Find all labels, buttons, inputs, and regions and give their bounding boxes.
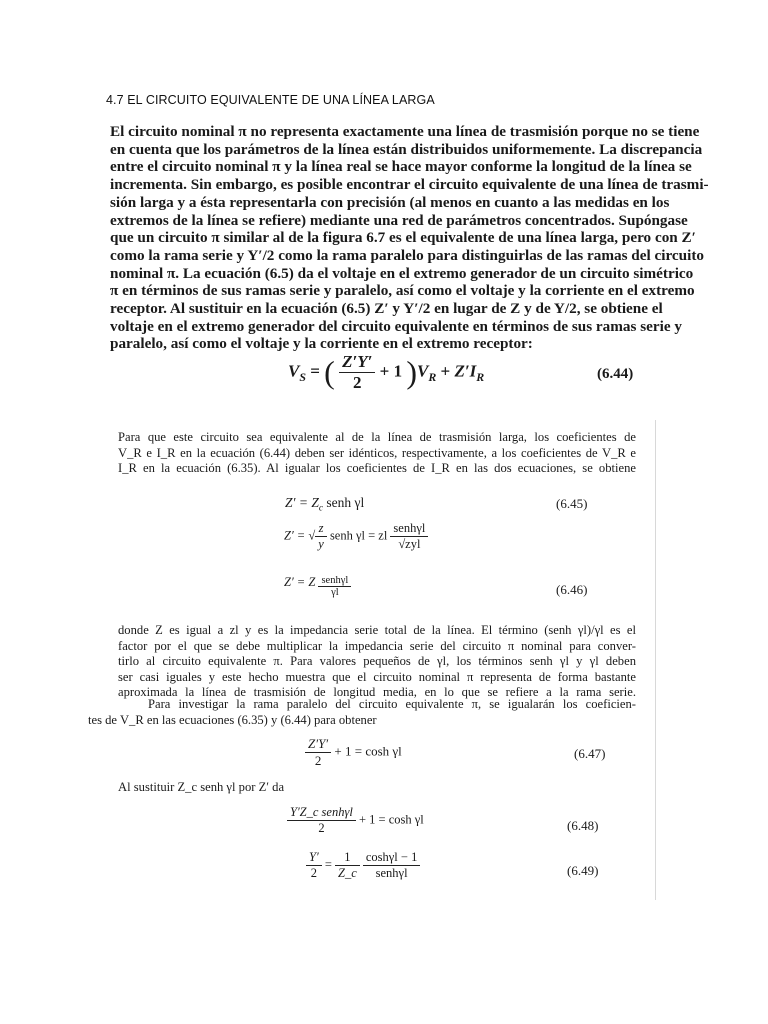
- equation-number: (6.46): [556, 582, 588, 597]
- text-line: Al sustituir Z_c senh γl por Z′ da: [118, 780, 285, 794]
- text-line: I_R en la ecuación (6.35). Al igualar los coeficientes de I_R en las dos ecuaciones, se obtiene: [118, 461, 636, 476]
- equation-6-44: $V_S$ = ( $\frac{Z'Y'}{2}$ + 1 )$V_R + Z'I_R$: [288, 352, 485, 392]
- equation-6-46: Z′ = Z $\frac{\text{senhγl}}{\gamma l}$: [284, 575, 351, 598]
- text-line: ser casi iguales y este hecho muestra que el circuito nominal π representa de forma bastante: [118, 669, 636, 684]
- text-line: tirlo al circuito equivalente π. Para valores pequeños de γl, los términos senh γl y γl deben: [118, 654, 636, 669]
- text-line: entre el circuito nominal π y la línea real se hace mayor conforme la longitud de la línea se: [110, 158, 692, 176]
- text-line: Para investigar la rama paralelo del circuito equivalente π, se igualarán los coeficien-: [148, 697, 636, 711]
- text-line: El circuito nominal π no representa exactamente una línea de trasmisión porque no se tiene: [110, 123, 700, 140]
- text-line: factor por el que se debe multiplicar la impedancia serie del circuito π nominal para conver-: [118, 638, 636, 653]
- equation-number: (6.47): [574, 746, 606, 761]
- equation-6-49: $\frac{Y'}{2}$ = $\frac{1}{Z\_c}$ $\frac{\cosh\gamma l - 1}{\text{senhγl}}$: [306, 850, 420, 881]
- paragraph-parallel-branch: [88, 697, 636, 728]
- text-line: donde Z es igual a zl y es la impedancia serie total de la línea. El término (senh γl)/γl es el: [118, 623, 636, 637]
- text-line: Para que este circuito sea equivalente al de la línea de trasmisión larga, los coeficientes de: [118, 430, 636, 444]
- paragraph-impedance: [118, 623, 636, 701]
- equation-6-45: $Z' = Z_c$ senh γl: [285, 495, 365, 514]
- text-line: voltaje en el extremo generador del circuito equivalente en términos de sus ramas serie y: [110, 317, 682, 335]
- text-line: receptor. Al sustituir en la ecuación (6.5) Z′ y Y′/2 en lugar de Z y de Y/2, se obtiene el: [110, 300, 663, 318]
- text-line: aproximada la línea de trasmisión de longitud media, en lo que se refiere a la rama serie.: [118, 685, 636, 700]
- text-line: nominal π. La ecuación (6.5) da el voltaje en el extremo generador de un circuito simétrico: [110, 264, 694, 282]
- equation-6-45-expanded: Z′ = √ $\frac{z}{y}$ senh γl = zl $\frac{\text{senhγl}}{\text{√zyl}}$: [284, 521, 428, 552]
- scan-edge-line: [655, 420, 656, 900]
- text-line: que un circuito π similar al de la figura 6.7 es el equivalente de una línea larga, pero con Z′: [110, 229, 696, 247]
- paragraph-coefficients: [118, 430, 636, 477]
- equation-number: (6.44): [597, 366, 634, 382]
- equation-number: (6.48): [567, 818, 599, 833]
- equation-6-47: $\frac{Z'Y'}{2}$ + 1 = cosh γl: [305, 736, 402, 769]
- text-line: extremos de la línea se refiere) mediante una red de parámetros concentrados. Supóngase: [110, 211, 688, 229]
- text-line: tes de V_R en las ecuaciones (6.35) y (6.44) para obtener: [88, 712, 377, 727]
- text-line: π en términos de sus ramas serie y paralelo, así como el voltaje y la corriente en el extremo: [110, 282, 695, 300]
- equation-6-48: $\frac{\text{Y′Z\_c senhγl}}{2}$ + 1 = cosh γl: [287, 805, 424, 836]
- text-line: en cuenta que los parámetros de la línea están distribuidos uniformemente. La discrepancia: [110, 140, 703, 158]
- text-line: sión larga y a ésta representarla con precisión (al menos en cuanto a las medidas en los: [110, 193, 670, 211]
- intro-paragraph: [110, 123, 709, 353]
- equation-number: (6.45): [556, 496, 588, 511]
- text-line: como la rama serie y Y′/2 como la rama paralelo para distinguirlas de las ramas del circuito: [110, 246, 704, 264]
- equation-number: (6.49): [567, 863, 599, 878]
- sqrt-symbol: √ $\frac{z}{y}$: [308, 521, 326, 552]
- text-line: V_R e I_R en la ecuación (6.44) deben ser idénticos, respectivamente, a los coeficientes de V_R e: [118, 445, 636, 460]
- section-heading: 4.7 EL CIRCUITO EQUIVALENTE DE UNA LÍNEA LARGA: [106, 93, 435, 107]
- paragraph-substitution: [118, 780, 636, 796]
- text-line: paralelo, así como el voltaje y la corriente en el extremo receptor:: [110, 335, 533, 353]
- text-line: incrementa. Sin embargo, es posible encontrar el circuito equivalente de una línea de trasmi-: [110, 176, 709, 194]
